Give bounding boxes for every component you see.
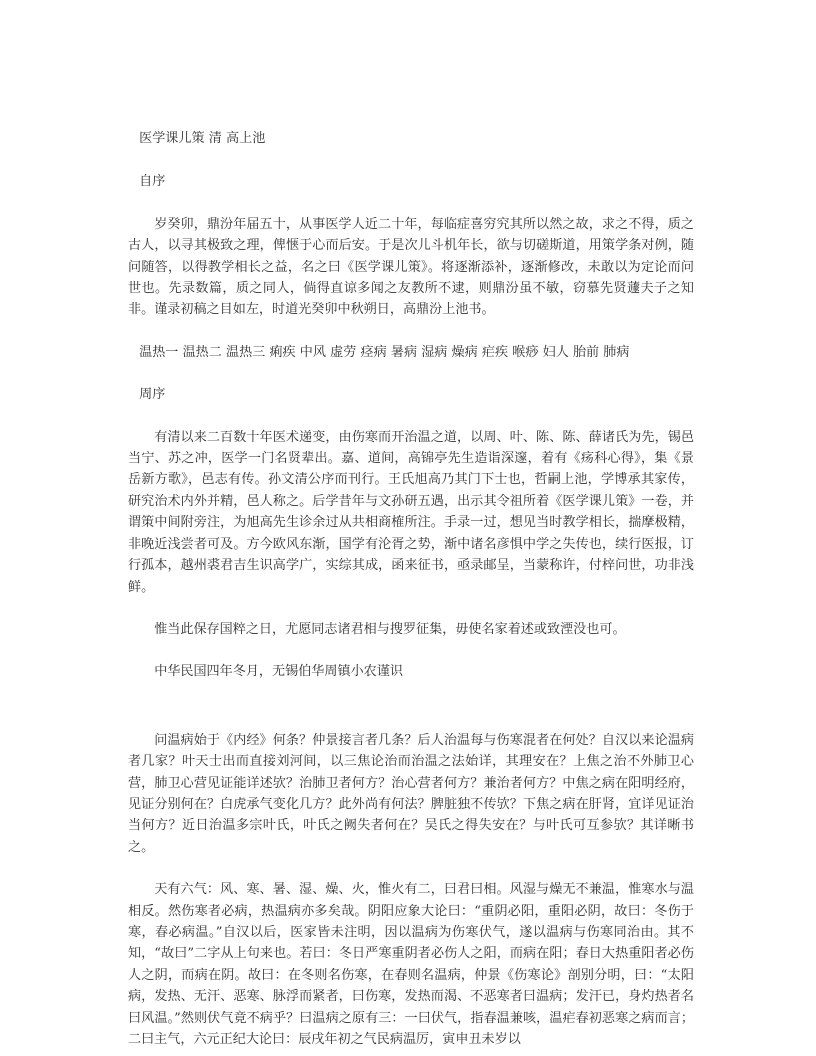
zhou-preface-signature: 中华民国四年冬月，无锡伯华周镇小农谨识 [154,664,403,680]
section-heading-self-preface: 自序 [139,174,166,190]
zhou-preface-paragraph-2: 惟当此保存国粹之日，尤愿同志诸君相与搜罗征集，毋使名家着述或致湮没也可。 [154,621,626,637]
document-body [128,128,694,1050]
zhou-preface-paragraph-1: 有清以来二百数十年医术递变，由伤寒而开治温之道，以周、叶、陈、陈、薛诸氏为先，锡邑当宁、苏之冲，医学一门名贤辈出。嘉、道间，高锦亭先生造诣深邃，着有《疡科心得》，集《景岳新方歌》，邑志有传。孙文清公序而刊行。王氏旭高乃其门下士也，哲嗣上池，学博承其家传，研究治术内外并精，邑人称之。后学昔年与文孙研五遇，出示其令祖所着《医学课儿策》一卷，并谓策中间附旁注，为旭高先生诊余过从共相商榷所注。手录一过，想见当时教学相长，揣摩极精，非晚近浅尝者可及。方今欧风东渐，国学有沦胥之势，渐中诸名彦惧中学之失传也，续行医报，订行孤本，越州裘君吉生识高学广，实综其成，函来征书，亟录邮呈，当蒙称许，付梓问世，功非浅鲜。 [128,429,694,595]
document-title: 医学课儿策 清 高上池 [139,131,266,146]
section-heading-zhou-preface: 周序 [139,387,166,403]
self-preface-paragraph: 岁癸卯，鼎汾年届五十，从事医学人近二十年，每临症喜穷究其所以然之故，求之不得，质之古人，以寻其极致之理，俾惬于心而后安。于是次儿斗机年长，欲与切磋斯道，用策学条对例，随问随答，以得教学相长之益，名之曰《医学课儿策》。将逐渐添补，逐渐修改，未敢以为定论而问世也。先录数篇，质之同人，倘得直谅多闻之友教所不逮，则鼎汾虽不敏，窃慕先贤蘧夫子之知非。谨录初稿之目如左，时道光癸卯中秋朔日，高鼎汾上池书。 [128,216,694,318]
table-of-contents: 温热一 温热二 温热三 痢疾 中风 虚劳 痉病 暑病 湿病 燥病 疟疾 喉痧 妇人 胎前 肺病 [139,344,630,360]
section-spacer [128,704,694,730]
main-text-paragraph-1: 问温病始于《内经》何条？仲景接言者几条？后人治温每与伤寒混者在何处？自汉以来论温病者几家？叶天士出而直接刘河间，以三焦论治而治温之法始详，其理安在？上焦之治不外肺卫心营，肺卫心营见证能详述欤？治肺卫者何方？治心营者何方？兼治者何方？中焦之病在阳明经府，见证分别何在？白虎承气变化几方？此外尚有何法？脾脏独不传欤？下焦之病在肝肾，宜详见证治当何方？近日治温多宗叶氏，叶氏之阙失者何在？吴氏之得失安在？与叶氏可互参欤？其详晰书之。 [128,732,694,855]
main-text-paragraph-2: 天有六气：风、寒、暑、湿、燥、火，惟火有二，曰君曰相。风湿与燥无不兼温，惟寒水与温相反。然伤寒者必病，热温病亦多矣哉。阴阳应象大论曰：“重阴必阳，重阳必阴，故曰：冬伤于寒，春必病温。”自汉以后，医家皆未注明，因以温病为伤寒伏气，遂以温病与伤寒同治由。其不知，“故曰”二字从上句来也。若曰：冬日严寒重阴者必伤人之阳，而病在阳；春日大热重阳者必伤人之阴，而病在阴。故曰：在冬则名伤寒，在春则名温病，仲景《伤寒论》剖别分明，曰：“太阳病，发热、无汗、恶寒、脉浮而紧者，曰伤寒，发热而渴、不恶寒者曰温病；发汗已，身灼热者名曰风温。”然则伏气竟不病乎？曰温病之原有三：一曰伏气，指春温兼咳，温疟春初恶寒之病而言；二曰主气，六元正纪大论曰：辰戌年初之气民病温厉，寅申丑未岁以 [128,882,694,1047]
